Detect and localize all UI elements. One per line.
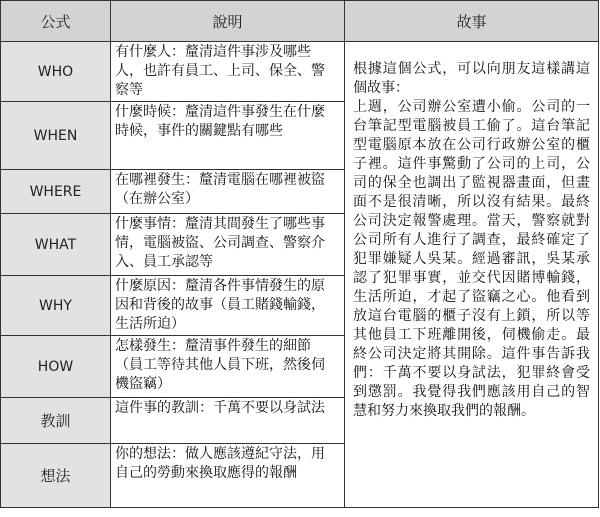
row-key-what: WHAT: [1, 214, 111, 276]
row-desc-when: 什麼時候：釐清這件事發生在什麼時候，事件的關鍵點有哪些: [111, 102, 345, 170]
header-explanation: 說明: [111, 1, 345, 42]
row-desc-who: 有什麼人：釐清這件事涉及哪些人，也許有員工、上司、保全、警察等: [111, 42, 345, 102]
story-intro: 根據這個公式，可以向朋友這樣講這個故事：: [353, 61, 590, 96]
table-row: [1, 42, 599, 102]
row-desc-where: 在哪裡發生：釐清電腦在哪裡被盜（在辦公室）: [111, 170, 345, 214]
row-desc-what: 什麼事情：釐清其間發生了哪些事情，電腦被盜、公司調查、警察介入、員工承認等: [111, 214, 345, 276]
row-key-where: WHERE: [1, 170, 111, 214]
row-key-who: WHO: [1, 42, 111, 102]
row-desc-lesson: 這件事的教訓：千萬不要以身試法: [111, 398, 345, 444]
row-key-when: WHEN: [1, 102, 111, 170]
row-key-lesson: 教訓: [1, 398, 111, 444]
story-cell: [345, 42, 599, 508]
row-key-how: HOW: [1, 336, 111, 398]
row-key-why: WHY: [1, 276, 111, 336]
row-key-thought: 想法: [1, 444, 111, 508]
story-body: 上週，公司辦公室遭小偷。公司的一台筆記型電腦被員工偷了。這台筆記型電腦原本放在公司行政辦公室的櫃子裡。這件事驚動了公司的上司，公司的保全也調出了監視器畫面，但畫面不是很清晰，所以沒有結果。最終公司決定報警處理。當天，警察就對公司所有人進行了調查，最終確定了犯罪嫌疑人吳某。經過審訊，吳某承認了犯罪事實，並交代因賭博輸錢，生活所迫，才起了盜竊之心。他看到放這台電腦的櫃子沒有上鎖，所以等其他員工下班離開後，伺機偷走。最終公司決定將其開除。這件事告訴我們：千萬不要以身試法，犯罪終會受到懲罰。我覺得我們應該用自己的智慧和努力來換取我們的報酬。: [353, 99, 590, 419]
row-desc-why: 什麼原因：釐清各件事情發生的原因和背後的故事（員工賭錢輸錢，生活所迫）: [111, 276, 345, 336]
header-story: 故事: [345, 1, 599, 42]
row-desc-thought: 你的想法：做人應該遵紀守法，用自己的勞動來換取應得的報酬: [111, 444, 345, 508]
row-desc-how: 怎樣發生：釐清事件發生的細節（員工等待其他人員下班，然後伺機盜竊）: [111, 336, 345, 398]
table-header: [1, 1, 599, 42]
header-formula: 公式: [1, 1, 111, 42]
